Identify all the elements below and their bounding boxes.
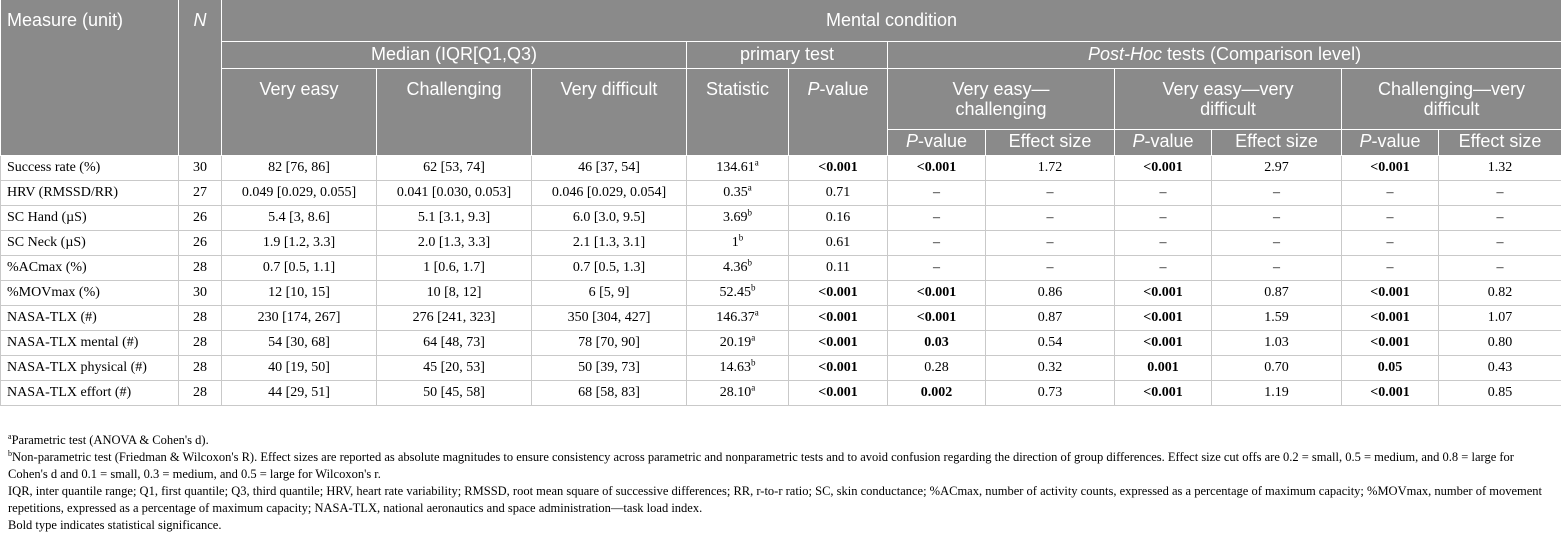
cell-very-difficult: 0.7 [0.5, 1.3]	[532, 256, 687, 281]
cell-es3: 0.80	[1439, 331, 1561, 356]
cell-es2: 0.87	[1212, 281, 1342, 306]
header-challenging: Challenging	[377, 69, 532, 156]
cell-p1: 0.002	[888, 381, 986, 406]
cell-es1: 1.72	[986, 156, 1115, 181]
cell-measure: NASA-TLX mental (#)	[1, 331, 179, 356]
cell-statistic: 0.35$^a$	[687, 181, 789, 206]
footnote-bold: Bold type indicates statistical significance.	[8, 518, 222, 532]
cell-p2: <0.001	[1115, 331, 1212, 356]
cell-p3: –	[1342, 181, 1439, 206]
cell-measure: NASA-TLX effort (#)	[1, 381, 179, 406]
cell-challenging: 0.041 [0.030, 0.053]	[377, 181, 532, 206]
cell-es2: –	[1212, 181, 1342, 206]
cell-es3: –	[1439, 231, 1561, 256]
cell-n: 26	[179, 231, 222, 256]
footnote-a: $^a$Parametric test (ANOVA & Cohen's d).	[8, 431, 209, 447]
table-row	[1, 156, 1561, 181]
cell-statistic: 20.19$^a$	[687, 331, 789, 356]
header-n: N	[179, 0, 222, 156]
cell-statistic: 3.69$^b$	[687, 206, 789, 231]
cell-very-difficult: 6.0 [3.0, 9.5]	[532, 206, 687, 231]
header-cmp-easy-difficult: Very easy—very difficult	[1115, 69, 1342, 130]
cell-measure: SC Hand (µS)	[1, 206, 179, 231]
cell-very-difficult: 350 [304, 427]	[532, 306, 687, 331]
header-very-easy: Very easy	[222, 69, 377, 156]
cell-es2: 0.70	[1212, 356, 1342, 381]
cell-very-difficult: 6 [5, 9]	[532, 281, 687, 306]
cell-p3: <0.001	[1342, 306, 1439, 331]
cell-n: 28	[179, 356, 222, 381]
cell-very-difficult: 0.046 [0.029, 0.054]	[532, 181, 687, 206]
cell-challenging: 5.1 [3.1, 9.3]	[377, 206, 532, 231]
header-primary-test: primary test	[687, 42, 888, 69]
cell-very-easy: 44 [29, 51]	[222, 381, 377, 406]
cell-challenging: 10 [8, 12]	[377, 281, 532, 306]
cell-es2: 1.59	[1212, 306, 1342, 331]
cell-p1: –	[888, 256, 986, 281]
cell-challenging: 1 [0.6, 1.7]	[377, 256, 532, 281]
cell-challenging: 64 [48, 73]	[377, 331, 532, 356]
cell-p3: <0.001	[1342, 281, 1439, 306]
cell-very-easy: 40 [19, 50]	[222, 356, 377, 381]
header-measure: Measure (unit)	[1, 0, 179, 156]
cell-es1: 0.86	[986, 281, 1115, 306]
cell-p3: –	[1342, 206, 1439, 231]
cell-p2: <0.001	[1115, 306, 1212, 331]
cell-n: 28	[179, 331, 222, 356]
cell-es3: –	[1439, 206, 1561, 231]
cell-challenging: 62 [53, 74]	[377, 156, 532, 181]
cell-very-difficult: 46 [37, 54]	[532, 156, 687, 181]
cell-very-easy: 12 [10, 15]	[222, 281, 377, 306]
cell-es2: 1.19	[1212, 381, 1342, 406]
cell-es3: 0.43	[1439, 356, 1561, 381]
cell-p1: –	[888, 181, 986, 206]
cell-es1: –	[986, 256, 1115, 281]
cell-very-difficult: 68 [58, 83]	[532, 381, 687, 406]
cell-es1: –	[986, 206, 1115, 231]
table-row	[1, 356, 1561, 381]
footnote-b: $^b$Non-parametric test (Friedman & Wilcoxon's R). Effect sizes are reported as absolute magnitudes to ensure consistency across parametric and nonparametric tests and to avoid confusion regarding the direction of group differences. Effect size cut offs are 0.2 = small, 0.5 = medium, and 0.8 = large for Cohen's d and 0.1 = small, 0.3 = medium, and 0.5 = large for Wilcoxon's r.	[8, 448, 1514, 481]
cell-es1: –	[986, 231, 1115, 256]
cell-n: 28	[179, 381, 222, 406]
cell-challenging: 45 [20, 53]	[377, 356, 532, 381]
cell-challenging: 276 [241, 323]	[377, 306, 532, 331]
table-row	[1, 181, 1561, 206]
cell-p1: <0.001	[888, 306, 986, 331]
cell-p2: <0.001	[1115, 156, 1212, 181]
cell-statistic: 1$^b$	[687, 231, 789, 256]
cell-very-easy: 0.049 [0.029, 0.055]	[222, 181, 377, 206]
cell-es2: 2.97	[1212, 156, 1342, 181]
cell-p3: <0.001	[1342, 156, 1439, 181]
cell-statistic: 14.63$^b$	[687, 356, 789, 381]
cell-es3: –	[1439, 256, 1561, 281]
cell-very-easy: 1.9 [1.2, 3.3]	[222, 231, 377, 256]
cell-p-value: <0.001	[789, 306, 888, 331]
cell-very-easy: 54 [30, 68]	[222, 331, 377, 356]
cell-p2: –	[1115, 181, 1212, 206]
table-body	[1, 156, 1561, 406]
cell-p3: <0.001	[1342, 331, 1439, 356]
cell-p1: –	[888, 231, 986, 256]
cell-p3: –	[1342, 256, 1439, 281]
cell-very-difficult: 50 [39, 73]	[532, 356, 687, 381]
cell-statistic: 4.36$^b$	[687, 256, 789, 281]
header-es3: Effect size	[1439, 130, 1561, 156]
cell-challenging: 2.0 [1.3, 3.3]	[377, 231, 532, 256]
cell-measure: SC Neck (µS)	[1, 231, 179, 256]
cell-es3: 0.82	[1439, 281, 1561, 306]
cell-measure: NASA-TLX physical (#)	[1, 356, 179, 381]
cell-es1: –	[986, 181, 1115, 206]
header-median-group: Median (IQR[Q1,Q3)	[222, 42, 687, 69]
cell-very-difficult: 78 [70, 90]	[532, 331, 687, 356]
cell-es3: 1.32	[1439, 156, 1561, 181]
table-row	[1, 381, 1561, 406]
cell-es1: 0.73	[986, 381, 1115, 406]
table-row	[1, 206, 1561, 231]
cell-n: 27	[179, 181, 222, 206]
cell-p2: –	[1115, 206, 1212, 231]
header-p-value: P-value	[789, 69, 888, 156]
cell-es2: –	[1212, 256, 1342, 281]
cell-n: 30	[179, 156, 222, 181]
header-es2: Effect size	[1212, 130, 1342, 156]
cell-very-difficult: 2.1 [1.3, 3.1]	[532, 231, 687, 256]
cell-p2: –	[1115, 231, 1212, 256]
cell-p3: –	[1342, 231, 1439, 256]
header-very-difficult: Very difficult	[532, 69, 687, 156]
cell-very-easy: 0.7 [0.5, 1.1]	[222, 256, 377, 281]
cell-p2: <0.001	[1115, 381, 1212, 406]
cell-es3: 1.07	[1439, 306, 1561, 331]
cell-p2: 0.001	[1115, 356, 1212, 381]
cell-p1: <0.001	[888, 156, 986, 181]
header-statistic: Statistic	[687, 69, 789, 156]
header-posthoc: Post-Hoc tests (Comparison level)	[888, 42, 1561, 69]
table-footnotes	[8, 432, 1556, 534]
cell-p-value: 0.71	[789, 181, 888, 206]
header-p2: P-value	[1115, 130, 1212, 156]
table-row	[1, 256, 1561, 281]
cell-measure: %ACmax (%)	[1, 256, 179, 281]
cell-p-value: <0.001	[789, 381, 888, 406]
table-row	[1, 281, 1561, 306]
cell-measure: NASA-TLX (#)	[1, 306, 179, 331]
cell-p-value: <0.001	[789, 156, 888, 181]
header-cmp-challenging-difficult: Challenging—very difficult	[1342, 69, 1561, 130]
cell-statistic: 52.45$^b$	[687, 281, 789, 306]
cell-p-value: 0.61	[789, 231, 888, 256]
cell-very-easy: 230 [174, 267]	[222, 306, 377, 331]
cell-n: 28	[179, 256, 222, 281]
cell-p3: <0.001	[1342, 381, 1439, 406]
cell-very-easy: 82 [76, 86]	[222, 156, 377, 181]
cell-p2: –	[1115, 256, 1212, 281]
cell-es2: –	[1212, 231, 1342, 256]
cell-es1: 0.54	[986, 331, 1115, 356]
table-row	[1, 331, 1561, 356]
cell-n: 26	[179, 206, 222, 231]
cell-p1: 0.03	[888, 331, 986, 356]
cell-challenging: 50 [45, 58]	[377, 381, 532, 406]
header-p3: P-value	[1342, 130, 1439, 156]
cell-measure: Success rate (%)	[1, 156, 179, 181]
cell-es1: 0.87	[986, 306, 1115, 331]
header-es1: Effect size	[986, 130, 1115, 156]
cell-p3: 0.05	[1342, 356, 1439, 381]
header-cmp-easy-challenging: Very easy— challenging	[888, 69, 1115, 130]
cell-p1: <0.001	[888, 281, 986, 306]
cell-es3: 0.85	[1439, 381, 1561, 406]
header-mental-condition: Mental condition	[222, 0, 1561, 42]
cell-n: 30	[179, 281, 222, 306]
table-row	[1, 231, 1561, 256]
table-row	[1, 306, 1561, 331]
cell-measure: HRV (RMSSD/RR)	[1, 181, 179, 206]
cell-p-value: 0.11	[789, 256, 888, 281]
cell-n: 28	[179, 306, 222, 331]
cell-p-value: 0.16	[789, 206, 888, 231]
cell-p2: <0.001	[1115, 281, 1212, 306]
cell-very-easy: 5.4 [3, 8.6]	[222, 206, 377, 231]
cell-measure: %MOVmax (%)	[1, 281, 179, 306]
cell-p-value: <0.001	[789, 331, 888, 356]
cell-es1: 0.32	[986, 356, 1115, 381]
cell-p-value: <0.001	[789, 356, 888, 381]
cell-es2: 1.03	[1212, 331, 1342, 356]
cell-p1: –	[888, 206, 986, 231]
cell-statistic: 134.61$^a$	[687, 156, 789, 181]
cell-es2: –	[1212, 206, 1342, 231]
cell-es3: –	[1439, 181, 1561, 206]
header-p1: P-value	[888, 130, 986, 156]
cell-statistic: 28.10$^a$	[687, 381, 789, 406]
cell-p-value: <0.001	[789, 281, 888, 306]
cell-statistic: 146.37$^a$	[687, 306, 789, 331]
cell-p1: 0.28	[888, 356, 986, 381]
footnote-abbreviations: IQR, inter quantile range; Q1, first quantile; Q3, third quantile; HRV, heart rate variability; RMSSD, root mean square of successive differences; RR, r-to-r ratio; SC, skin conductance; %ACmax, number of activity counts, expressed as a percentage of maximum capacity; %MOVmax, number of movement repetitions, expressed as a percentage of maximum capacity; NASA-TLX, national aeronautics and space administration—task load index.	[8, 484, 1542, 515]
